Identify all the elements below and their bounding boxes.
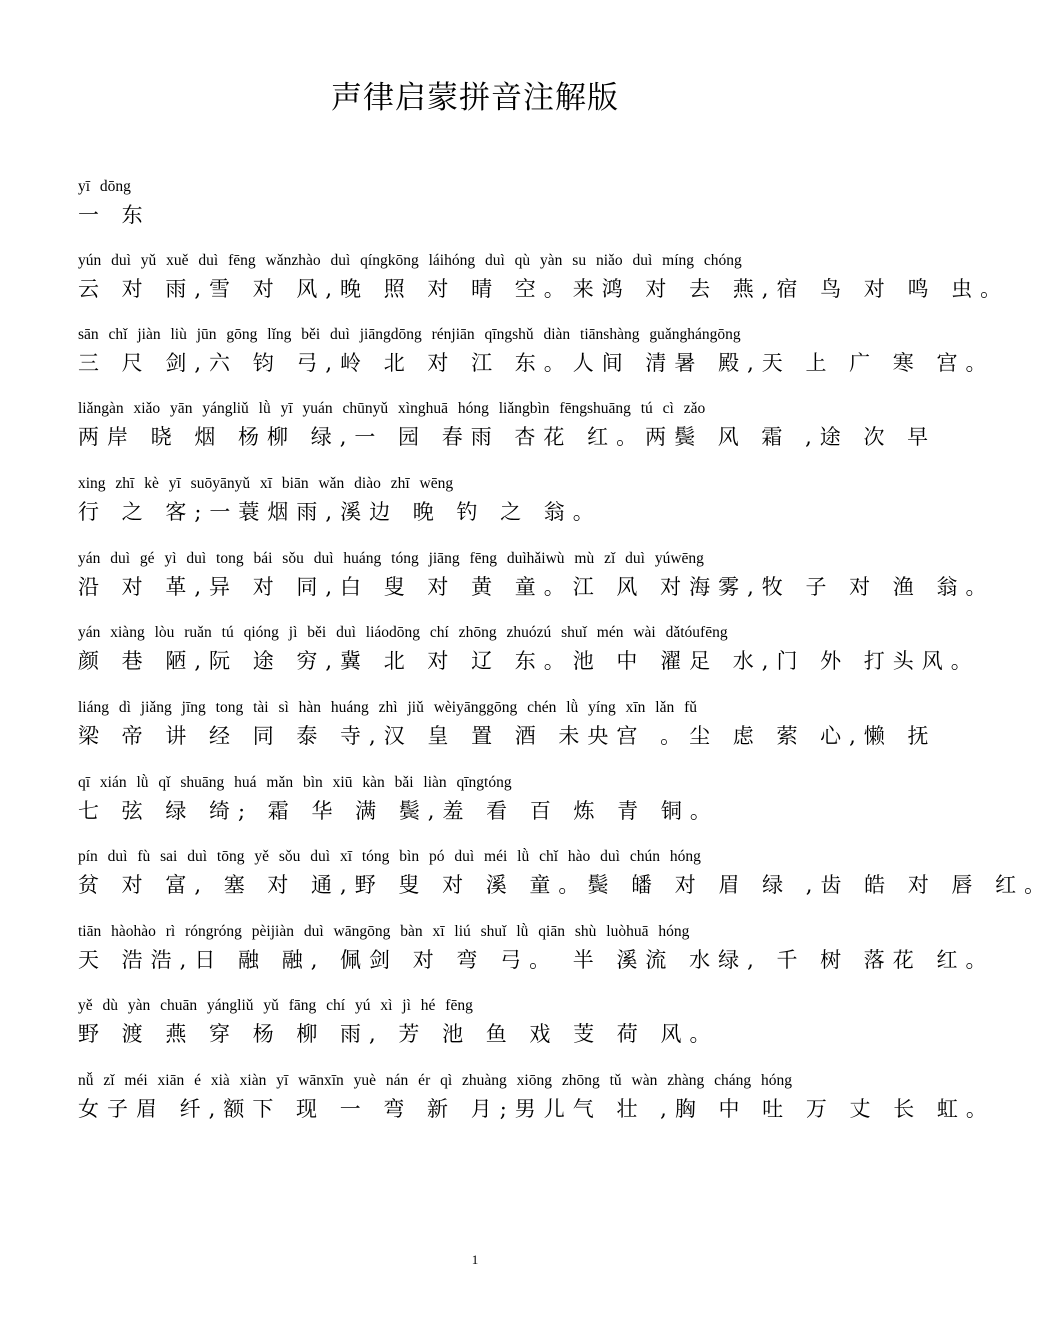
pinyin-text: liáng dì jiǎng jīng tong tài sì hàn huáng zhì jiǔ wèiyānggōng chén lǜ yíng xīn lǎn fǔ [78, 699, 698, 716]
pinyin-text: tiān hàohào rì róngróng pèijiàn duì wāngōng bàn xī liú shuǐ lǜ qiān shù luòhuā hóng [78, 923, 690, 940]
page-title: 声律启蒙拼音注解版 [331, 80, 619, 116]
verse-line [78, 848, 1053, 900]
hanzi-text: 女子眉 纤,额下 现 一 弯 新 月;男儿气 壮 ,胸 中 吐 万 丈 长 虹。 [78, 1097, 995, 1121]
hanzi-text: 贫 对 富, 塞 对 通,野 叟 对 溪 童。鬓 皤 对 眉 绿 ,齿 皓 对 唇 红。 [78, 873, 1053, 897]
pinyin-text: yán xiàng lòu ruǎn tú qióng jì běi duì liáodōng chí zhōng zhuózú shuǐ mén wài dǎtóufēng [78, 624, 728, 641]
hanzi-text: 天 浩浩,日 融 融, 佩剑 对 弯 弓。 半 溪流 水绿, 千 树 落花 红。 [78, 948, 995, 972]
hanzi-text: 沿 对 革,异 对 同,白 叟 对 黄 童。江 风 对海雾,牧 子 对 渔 翁。 [78, 575, 995, 599]
pinyin-text: pín duì fù sai duì tōng yě sǒu duì xī tóng bìn pó duì méi lǜ chǐ hào duì chún hóng [78, 848, 701, 865]
hanzi-text: 行 之 客;一蓑烟雨,溪边 晚 钓 之 翁。 [78, 500, 602, 524]
pinyin-text: yún duì yǔ xuě duì fēng wǎnzhào duì qíngkōng láihóng duì qù yàn su niǎo duì míng chóng [78, 252, 742, 269]
hanzi-text: 云 对 雨,雪 对 风,晚 照 对 晴 空。来鸿 对 去 燕,宿 鸟 对 鸣 虫。 [78, 277, 1010, 301]
pinyin-text: nǚ zǐ méi xiān é xià xiàn yī wānxīn yuè nán ér qì zhuàng xiōng zhōng tǔ wàn zhàng cháng hóng [78, 1072, 793, 1089]
hanzi-text: 三 尺 剑,六 钧 弓,岭 北 对 江 东。人间 清暑 殿,天 上 广 寒 宫。 [78, 351, 995, 375]
verse-line [78, 624, 980, 676]
hanzi-text: 一 东 [78, 203, 151, 227]
pinyin-text: liǎngàn xiǎo yān yángliǔ lǜ yī yuán chūnyǔ xìnghuā hóng liǎngbìn fēngshuāng tú cì zǎo [78, 400, 706, 417]
pinyin-text: yán duì gé yì duì tong bái sǒu duì huáng tóng jiāng fēng duìhǎiwù mù zǐ duì yúwēng [78, 550, 704, 567]
verse-line [78, 923, 995, 975]
pinyin-text: yě dù yàn chuān yángliǔ yǔ fāng chí yú xì jì hé fēng [78, 997, 473, 1014]
pinyin-text: yī dōng [78, 178, 131, 195]
verse-line [78, 178, 878, 230]
verse-line [78, 475, 878, 527]
verse-line [78, 252, 1010, 304]
verse-line [78, 997, 878, 1049]
verse-line [78, 1072, 995, 1124]
verse-line [78, 774, 878, 826]
hanzi-text: 野 渡 燕 穿 杨 柳 雨, 芳 池 鱼 戏 芰 荷 风。 [78, 1022, 719, 1046]
hanzi-text: 两岸 晓 烟 杨柳 绿,一 园 春雨 杏花 红。两鬓 风 霜 ,途 次 早 [78, 425, 937, 449]
verse-line [78, 550, 995, 602]
verse-line [78, 400, 937, 452]
hanzi-text: 梁 帝 讲 经 同 泰 寺,汉 皇 置 酒 未央宫 。尘 虑 萦 心,懒 抚 [78, 724, 937, 748]
pinyin-text: sān chǐ jiàn liù jūn gōng lǐng běi duì jiāngdōng rénjiān qīngshǔ diàn tiānshàng guǎnghángōng [78, 326, 741, 343]
hanzi-text: 颜 巷 陋,阮 途 穷,冀 北 对 辽 东。池 中 濯足 水,门 外 打头风。 [78, 649, 980, 673]
pinyin-text: xing zhī kè yī suōyānyǔ xī biān wǎn diào zhī wēng [78, 475, 454, 492]
pinyin-text: qī xián lǜ qǐ shuāng huá mǎn bìn xiū kàn bǎi liàn qīngtóng [78, 774, 512, 791]
page-number: 1 [471, 1252, 479, 1267]
hanzi-text: 七 弦 绿 绮; 霜 华 满 鬓,羞 看 百 炼 青 铜。 [78, 799, 719, 823]
verse-line [78, 326, 995, 378]
verse-line [78, 699, 937, 751]
